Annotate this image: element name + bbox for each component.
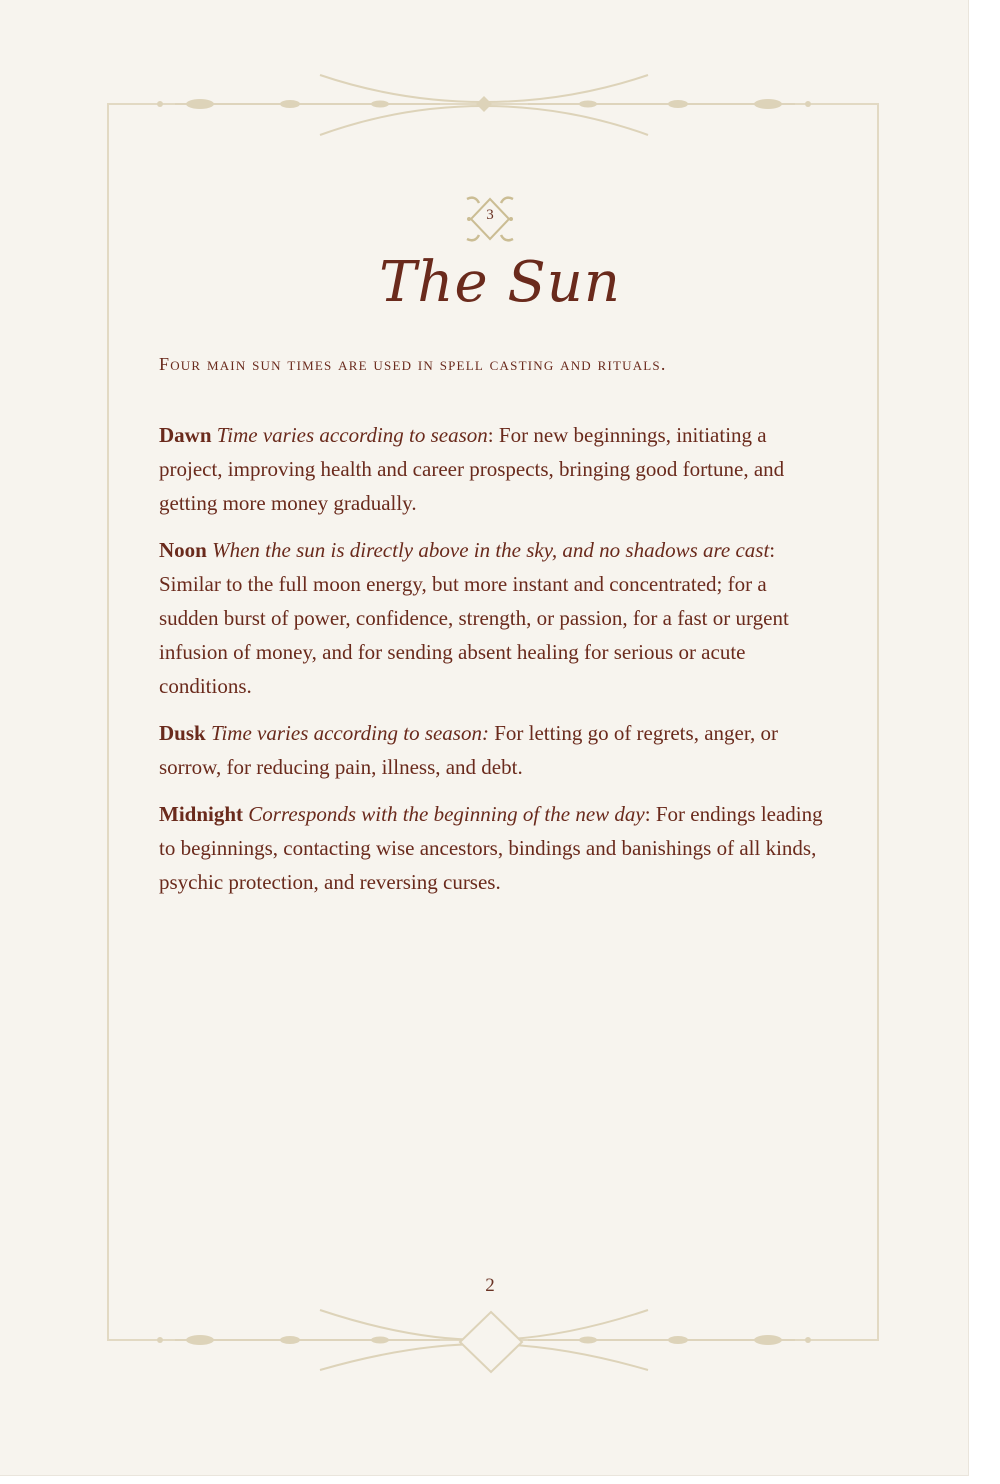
- page-title: The Sun: [379, 250, 621, 315]
- entry-note: Corresponds with the beginning of the new day: [248, 802, 645, 826]
- entry-text: For new beginnings, initiating a project, improving health and career prospects, bringing good fortune, and getting more money gradually.: [159, 423, 785, 515]
- sun-times-list: [159, 418, 829, 912]
- entry-text: Similar to the full moon energy, but more instant and concentrated; for a sudden burst of power, confidence, strength, or passion, for a fast or urgent infusion of money, and for sending absent healing for serious or acute conditions.: [159, 572, 789, 698]
- entry-note: When the sun is directly above in the sky, and no shadows are cast: [212, 538, 770, 562]
- entry-dusk: [159, 716, 829, 784]
- entry-noon: [159, 533, 829, 703]
- chapter-number-badge: [463, 193, 517, 245]
- entry-midnight: [159, 797, 829, 899]
- entry-separator: :: [644, 802, 656, 826]
- bottom-flourish-ornament: [175, 1310, 795, 1372]
- entry-term: Noon: [159, 538, 207, 562]
- top-flourish-ornament: [175, 75, 795, 135]
- entry-text: For letting go of regrets, anger, or sorrow, for reducing pain, illness, and debt.: [159, 721, 778, 779]
- entry-note: Time varies according to season:: [210, 721, 489, 745]
- top-flourish-leaves: [157, 96, 811, 112]
- page-number: 2: [485, 1275, 495, 1296]
- entry-term: Dusk: [159, 721, 206, 745]
- bottom-flourish-leaves: [157, 1335, 811, 1345]
- entry-separator: :: [487, 423, 499, 447]
- entry-dawn: [159, 418, 829, 520]
- chapter-number: 3: [486, 207, 494, 223]
- entry-text: For endings leading to beginnings, contacting wise ancestors, bindings and banishings of all kinds, psychic protection, and reversing curses.: [159, 802, 823, 894]
- entry-term: Midnight: [159, 802, 244, 826]
- entry-term: Dawn: [159, 423, 212, 447]
- intro-text: Four main sun times are used in spell casting and rituals.: [159, 354, 667, 374]
- entry-note: Time varies according to season: [216, 423, 488, 447]
- entry-separator: :: [769, 538, 776, 562]
